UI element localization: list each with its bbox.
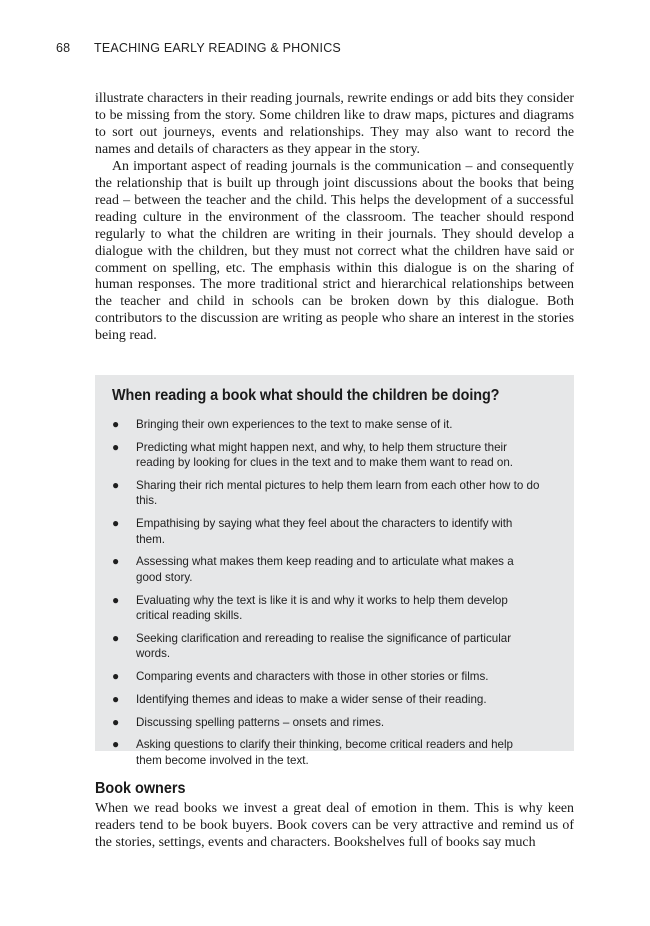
bullet-list (112, 417, 558, 768)
page-number: 68 (56, 41, 71, 55)
list-item (112, 478, 541, 509)
list-item (112, 516, 541, 547)
list-item-text: Bringing their own experiences to the text to make sense of it. (136, 418, 453, 431)
section-body (95, 801, 574, 852)
bullet-icon: ● (112, 554, 120, 569)
bullet-icon: ● (112, 714, 120, 729)
bullet-icon: ● (112, 669, 120, 684)
list-item (112, 692, 541, 707)
bullet-icon: ● (112, 592, 120, 607)
list-item (112, 417, 541, 432)
list-item (112, 715, 541, 730)
bullet-icon: ● (112, 439, 120, 454)
paragraph: When we read books we invest a great deal of emotion in them. This is why keen readers tend to be book buyers. Book covers can be very attractive and remind us of the stories, settings, events and characters. Bookshelves full of books say much (95, 801, 574, 850)
list-item-text: Comparing events and characters with those in other stories or films. (136, 670, 489, 684)
list-item-text: Identifying themes and ideas to make a wider sense of their reading. (136, 692, 487, 706)
paragraph: illustrate characters in their reading journals, rewrite endings or add bits they consider to be missing from the story. Some children like to draw maps, pictures and diagrams to sort out journeys, events and relationships. They may also want to record the names and details of characters as they appear in the story. (95, 91, 574, 157)
list-item-text: Discussing spelling patterns – onsets and rimes. (136, 715, 385, 729)
bullet-icon: ● (112, 737, 120, 752)
body-text (95, 91, 574, 345)
list-item (112, 554, 541, 585)
running-title: TEACHING EARLY READING & PHONICS (94, 41, 341, 55)
highlight-box (95, 375, 574, 767)
list-item-text: Asking questions to clarify their thinking, become critical readers and help them become involved in the text. (136, 738, 513, 767)
running-head (56, 41, 341, 55)
bullet-icon: ● (112, 691, 120, 706)
bullet-icon: ● (112, 630, 120, 645)
list-item-text: Predicting what might happen next, and why, to help them structure their reading by looking for clues in the text and to make them want to read on. (136, 440, 514, 470)
paragraph: An important aspect of reading journals is the communication – and consequently the relationship that is built up through joint discussions about the books that being read – between the teacher and the child. This helps the development of a successful reading culture in the environment of the classroom. The teacher should respond regularly to what the children are writing in their journals. They should develop a dialogue with the children, but they must not correct what the children have said or comment on spelling, etc. The emphasis within this dialogue is on the sharing of human responses. The more traditional strict and hierarchical relationships between the teacher and child in schools can be broken down by this dialogue. Both contributors to the discussion are writing as people who share an interest in the stories being read. (95, 158, 574, 344)
list-item-text: Sharing their rich mental pictures to help them learn from each other how to do this. (136, 479, 540, 508)
bullet-icon: ● (112, 478, 120, 492)
list-item (112, 631, 541, 662)
section-heading: Book owners (95, 780, 186, 797)
list-item-text: Empathising by saying what they feel about the characters to identify with them. (136, 517, 513, 546)
list-item-text: Evaluating why the text is like it is and why it works to help them develop critical reading skills. (136, 593, 508, 623)
bullet-icon: ● (112, 516, 120, 531)
bullet-icon: ● (112, 417, 120, 431)
list-item (112, 737, 541, 768)
list-item (112, 440, 541, 471)
list-item-text: Seeking clarification and rereading to realise the significance of particular words. (136, 631, 512, 661)
list-item (112, 593, 541, 624)
list-item (112, 669, 541, 684)
list-item-text: Assessing what makes them keep reading and to articulate what makes a good story. (136, 555, 514, 584)
box-title: When reading a book what should the children be doing? (112, 387, 500, 404)
